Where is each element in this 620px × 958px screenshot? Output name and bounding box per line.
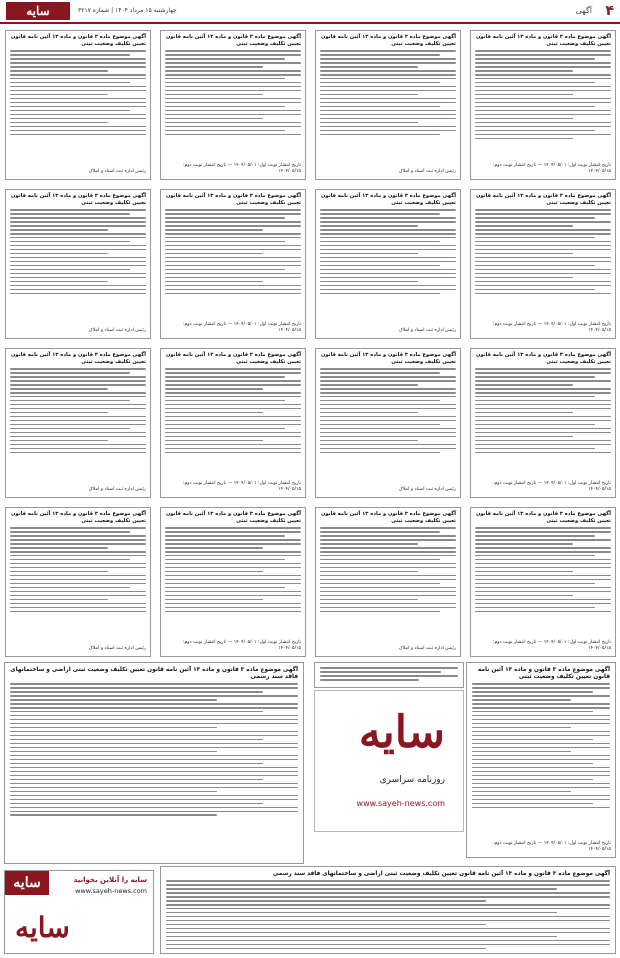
ad-body xyxy=(320,50,456,135)
bottom-logo: سایه xyxy=(5,871,49,895)
ad-box xyxy=(470,189,616,339)
ad-title: آگهی موضوع ماده ۳ قانون و ماده ۱۳ آئین نامه قانون تعیین تکلیف وضعیت ثبتی xyxy=(320,193,456,206)
ad-title: آگهی موضوع ماده ۳ قانون و ماده ۱۳ آئین نامه قانون تعیین تکلیف وضعیت ثبتی xyxy=(165,511,301,524)
ad-title: آگهی موضوع ماده ۳ قانون و ماده ۱۳ آئین نامه قانون تعیین تکلیف وضعیت ثبتی xyxy=(477,667,610,680)
ad-box-lower-left xyxy=(4,662,304,864)
ad-footer xyxy=(475,322,611,334)
ad-footer xyxy=(471,841,611,853)
promo-url[interactable]: www.sayeh-news.com xyxy=(356,799,445,808)
ad-box xyxy=(470,348,616,498)
ad-box-bottom-wide xyxy=(160,866,616,954)
ad-box xyxy=(470,507,616,657)
ad-footer xyxy=(475,640,611,652)
ad-dates: تاریخ انتشار نوبت اول: ۱۴۰۴/۰۵/۰۱ — تاریخ انتشار نوبت دوم: ۱۴۰۴/۰۵/۱۵ xyxy=(492,640,611,651)
ad-dates: تاریخ انتشار نوبت اول: ۱۴۰۴/۰۵/۰۱ — تاریخ انتشار نوبت دوم: ۱۴۰۴/۰۵/۱۵ xyxy=(182,481,301,492)
ad-footer xyxy=(475,163,611,175)
page-header xyxy=(0,0,620,24)
ad-body xyxy=(165,527,301,612)
ad-title: آگهی موضوع ماده ۳ قانون و ماده ۱۳ آئین نامه قانون تعیین تکلیف وضعیت ثبتی xyxy=(165,34,301,47)
ad-sign: رئیس اداره ثبت اسناد و املاک xyxy=(88,646,146,651)
ad-sign: رئیس اداره ثبت اسناد و املاک xyxy=(88,328,146,333)
ad-title: آگهی موضوع ماده ۳ قانون و ماده ۱۳ آئین نامه قانون تعیین تکلیف وضعیت ثبتی xyxy=(10,193,146,206)
ad-box xyxy=(160,348,306,498)
ad-body xyxy=(472,683,610,808)
bottom-big-logo: سایه xyxy=(15,911,70,944)
ad-title: آگهی موضوع ماده ۳ قانون و ماده ۱۳ آئین نامه قانون تعیین تکلیف وضعیت ثبتی اراضی و ساختمانهای فاقد سند رسمی xyxy=(10,667,298,680)
ad-body xyxy=(10,368,146,453)
ad-footer xyxy=(320,487,456,493)
page-number: ۴ xyxy=(605,3,614,19)
ad-body xyxy=(320,209,456,294)
ad-dates: تاریخ انتشار نوبت اول: ۱۴۰۴/۰۵/۰۱ — تاریخ انتشار نوبت دوم: ۱۴۰۴/۰۵/۱۵ xyxy=(182,640,301,651)
ad-sign: رئیس اداره ثبت اسناد و املاک xyxy=(398,487,456,492)
ad-title: آگهی موضوع ماده ۳ قانون و ماده ۱۳ آئین نامه قانون تعیین تکلیف وضعیت ثبتی xyxy=(10,352,146,365)
ad-footer xyxy=(165,163,301,175)
ad-body xyxy=(10,209,146,294)
ad-footer xyxy=(475,481,611,493)
ad-title: آگهی موضوع ماده ۳ قانون و ماده ۱۳ آئین نامه قانون تعیین تکلیف وضعیت ثبتی xyxy=(320,511,456,524)
ad-box xyxy=(5,348,151,498)
ad-body xyxy=(475,527,611,612)
ad-title: آگهی موضوع ماده ۳ قانون و ماده ۱۳ آئین نامه قانون تعیین تکلیف وضعیت ثبتی xyxy=(10,34,146,47)
ad-body xyxy=(320,667,458,681)
ad-body xyxy=(320,527,456,612)
ad-box xyxy=(5,507,151,657)
ad-title: آگهی موضوع ماده ۳ قانون و ماده ۱۳ آئین نامه قانون تعیین تکلیف وضعیت ثبتی xyxy=(10,511,146,524)
ad-body xyxy=(165,50,301,135)
ad-box xyxy=(315,348,461,498)
ad-sign: رئیس اداره ثبت اسناد و املاک xyxy=(88,487,146,492)
ad-title: آگهی موضوع ماده ۳ قانون و ماده ۱۳ آئین نامه قانون تعیین تکلیف وضعیت ثبتی xyxy=(165,193,301,206)
ad-footer xyxy=(320,328,456,334)
ad-body xyxy=(165,209,301,294)
ad-box xyxy=(315,189,461,339)
bottom-url[interactable]: www.sayeh-news.com xyxy=(75,887,147,895)
ads-grid xyxy=(4,30,616,658)
ad-sign: رئیس اداره ثبت اسناد و املاک xyxy=(398,328,456,333)
ad-footer xyxy=(320,646,456,652)
ad-box xyxy=(315,507,461,657)
ad-body xyxy=(475,368,611,453)
ad-body xyxy=(165,368,301,453)
ad-footer xyxy=(165,640,301,652)
ad-dates: تاریخ انتشار نوبت اول: ۱۴۰۴/۰۵/۰۱ — تاریخ انتشار نوبت دوم: ۱۴۰۴/۰۵/۱۵ xyxy=(492,163,611,174)
ad-dates: تاریخ انتشار نوبت اول: ۱۴۰۴/۰۵/۰۱ — تاریخ انتشار نوبت دوم: ۱۴۰۴/۰۵/۱۵ xyxy=(492,481,611,492)
ad-title: آگهی موضوع ماده ۳ قانون و ماده ۱۳ آئین نامه قانون تعیین تکلیف وضعیت ثبتی xyxy=(475,352,611,365)
ad-footer xyxy=(10,487,146,493)
ad-title: آگهی موضوع ماده ۳ قانون و ماده ۱۳ آئین نامه قانون تعیین تکلیف وضعیت ثبتی xyxy=(320,352,456,365)
ad-title: آگهی موضوع ماده ۳ قانون و ماده ۱۳ آئین نامه قانون تعیین تکلیف وضعیت ثبتی xyxy=(475,511,611,524)
ad-title: آگهی موضوع ماده ۳ قانون و ماده ۱۳ آئین نامه قانون تعیین تکلیف وضعیت ثبتی اراضی و ساختمانهای فاقد سند رسمی xyxy=(272,871,610,877)
ad-title: آگهی موضوع ماده ۳ قانون و ماده ۱۳ آئین نامه قانون تعیین تکلیف وضعیت ثبتی xyxy=(320,34,456,47)
ad-box xyxy=(160,30,306,180)
ad-body xyxy=(10,527,146,612)
ad-title: آگهی موضوع ماده ۳ قانون و ماده ۱۳ آئین نامه قانون تعیین تکلیف وضعیت ثبتی xyxy=(475,193,611,206)
ad-box xyxy=(315,30,461,180)
ad-dates: تاریخ انتشار نوبت اول: ۱۴۰۴/۰۵/۰۱ — تاریخ انتشار نوبت دوم: ۱۴۰۴/۰۵/۱۵ xyxy=(492,841,611,852)
online-read-ad xyxy=(4,870,154,954)
ad-box xyxy=(5,189,151,339)
ad-box xyxy=(5,30,151,180)
ad-title: آگهی موضوع ماده ۳ قانون و ماده ۱۳ آئین نامه قانون تعیین تکلیف وضعیت ثبتی xyxy=(165,352,301,365)
ad-footer xyxy=(10,328,146,334)
ad-body xyxy=(320,368,456,453)
promo-subtitle: روزنامه سراسری xyxy=(379,775,445,785)
ad-box xyxy=(160,189,306,339)
ad-dates: تاریخ انتشار نوبت اول: ۱۴۰۴/۰۵/۰۱ — تاریخ انتشار نوبت دوم: ۱۴۰۴/۰۵/۱۵ xyxy=(182,322,301,333)
newspaper-logo: سایه xyxy=(6,2,70,20)
ad-title: آگهی موضوع ماده ۳ قانون و ماده ۱۳ آئین نامه قانون تعیین تکلیف وضعیت ثبتی xyxy=(475,34,611,47)
ad-sign: رئیس اداره ثبت اسناد و املاک xyxy=(398,646,456,651)
section-title: آگهی xyxy=(575,6,592,15)
ad-footer xyxy=(10,169,146,175)
ad-footer xyxy=(165,481,301,493)
ad-box-promo-top xyxy=(314,662,464,688)
ad-footer xyxy=(165,322,301,334)
ad-dates: تاریخ انتشار نوبت اول: ۱۴۰۴/۰۵/۰۱ — تاریخ انتشار نوبت دوم: ۱۴۰۴/۰۵/۱۵ xyxy=(492,322,611,333)
ad-dates: تاریخ انتشار نوبت اول: ۱۴۰۴/۰۵/۰۱ — تاریخ انتشار نوبت دوم: ۱۴۰۴/۰۵/۱۵ xyxy=(182,163,301,174)
ad-footer xyxy=(320,169,456,175)
newspaper-promo xyxy=(314,690,464,832)
ad-body xyxy=(10,683,298,816)
ad-body xyxy=(475,209,611,294)
ad-body xyxy=(10,50,146,135)
ad-box xyxy=(160,507,306,657)
ad-box-lower-right xyxy=(466,662,616,858)
ad-sign: رئیس اداره ثبت اسناد و املاک xyxy=(88,169,146,174)
ad-body xyxy=(475,50,611,139)
bottom-tagline: سایه را آنلاین بخوانید xyxy=(73,876,147,884)
ad-footer xyxy=(10,646,146,652)
ad-sign: رئیس اداره ثبت اسناد و املاک xyxy=(398,169,456,174)
ad-body xyxy=(166,880,610,949)
promo-logo: سایه xyxy=(358,707,445,758)
issue-date: چهارشنبه ۱۵ مرداد ۱۴۰۴ | شماره ۳۲۱۷ xyxy=(78,7,177,14)
ad-box xyxy=(470,30,616,180)
